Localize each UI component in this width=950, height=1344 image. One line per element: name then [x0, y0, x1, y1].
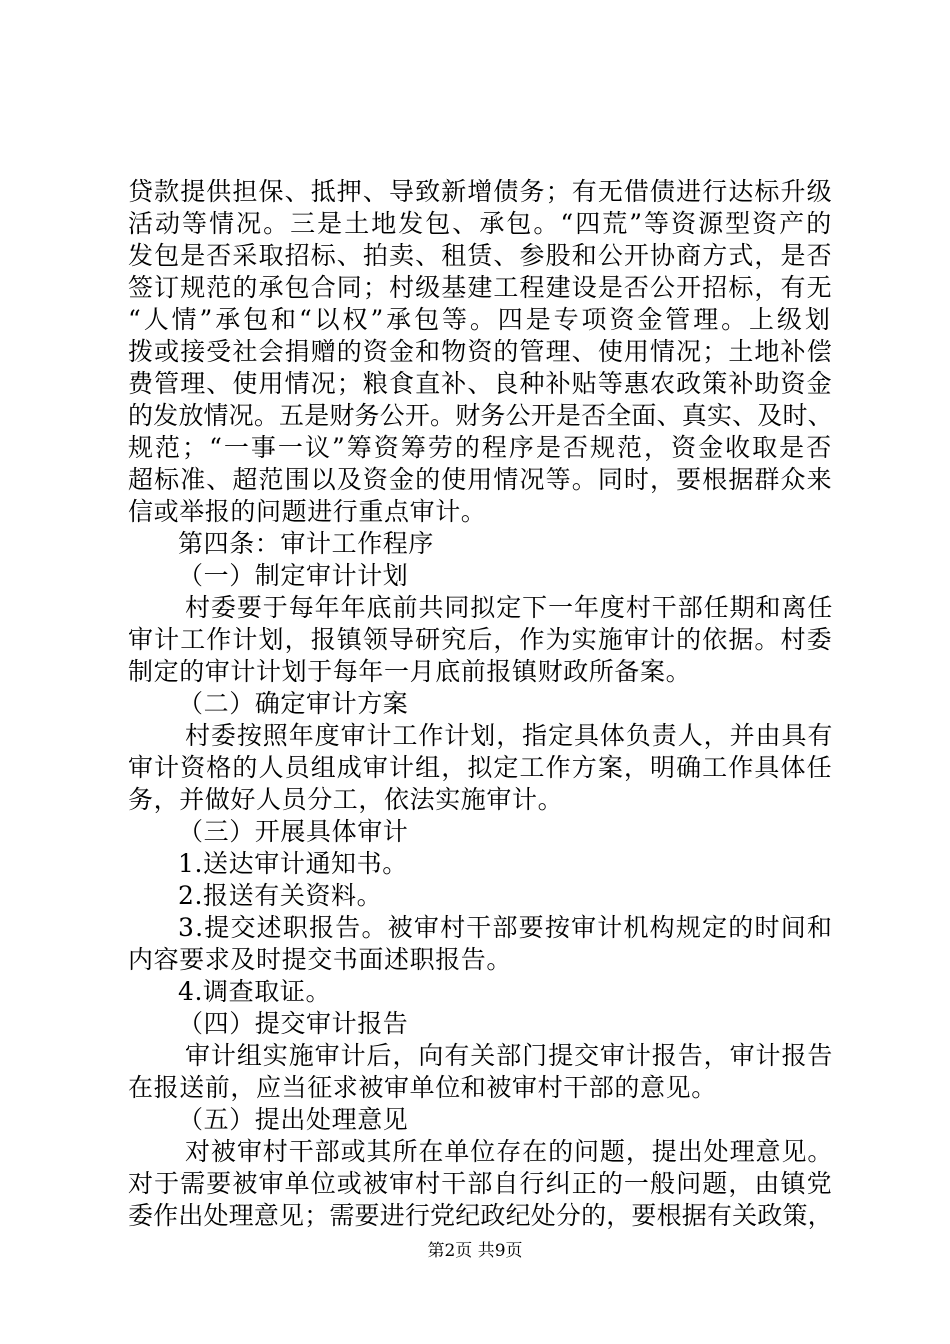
page-footer: 第2页 共9页	[427, 1241, 523, 1261]
text-line: 审计组实施审计后，向有关部门提交审计报告，审计报告	[185, 1041, 834, 1070]
text-line: 村委按照年度审计工作计划，指定具体负责人，并由具有	[185, 721, 834, 750]
text-line: 审计资格的人员组成审计组，拟定工作方案，明确工作具体任	[128, 753, 833, 782]
text-line: 超标准、超范围以及资金的使用情况等。同时，要根据群众来	[128, 465, 833, 494]
text-line: 信或举报的问题进行重点审计。	[128, 497, 487, 526]
text-line: 村委要于每年年底前共同拟定下一年度村干部任期和离任	[185, 593, 834, 622]
text-line: 发包是否采取招标、拍卖、租赁、参股和公开协商方式，是否	[128, 241, 833, 270]
text-line: 活动等情况。三是土地发包、承包。“四荒”等资源型资产的	[128, 209, 834, 238]
text-line: （四）提交审计报告	[178, 1009, 409, 1038]
text-line: 第四条：审计工作程序	[178, 529, 435, 558]
text-line: 1.送达审计通知书。	[178, 849, 408, 878]
text-line: 对被审村干部或其所在单位存在的问题，提出处理意见。	[185, 1137, 834, 1166]
text-line: 委作出处理意见；需要进行党纪政纪处分的，要根据有关政策，	[128, 1201, 833, 1230]
text-line: 内容要求及时提交书面述职报告。	[128, 945, 513, 974]
text-line: 对于需要被审单位或被审村干部自行纠正的一般问题，由镇党	[128, 1169, 833, 1198]
text-line: 2.报送有关资料。	[178, 881, 383, 910]
text-line: 务，并做好人员分工，依法实施审计。	[128, 785, 564, 814]
text-line: 费管理、使用情况；粮食直补、良种补贴等惠农政策补助资金	[128, 369, 833, 398]
text-line: 4.调查取证。	[178, 977, 332, 1006]
text-line: 拨或接受社会捐赠的资金和物资的管理、使用情况；土地补偿	[128, 337, 833, 366]
text-line: 的发放情况。五是财务公开。财务公开是否全面、真实、及时、	[128, 401, 833, 430]
text-line: 贷款提供担保、抵押、导致新增债务；有无借债进行达标升级	[128, 177, 833, 206]
text-line: 规范；“一事一议”筹资筹劳的程序是否规范，资金收取是否	[128, 433, 834, 462]
text-line: 在报送前，应当征求被审单位和被审村干部的意见。	[128, 1073, 717, 1102]
text-line: （三）开展具体审计	[178, 817, 409, 846]
text-line: “人情”承包和“以权”承包等。四是专项资金管理。上级划	[128, 305, 833, 334]
text-line: 签订规范的承包合同；村级基建工程建设是否公开招标，有无	[128, 273, 833, 302]
text-line: （五）提出处理意见	[178, 1105, 409, 1134]
text-line: 审计工作计划，报镇领导研究后，作为实施审计的依据。村委	[128, 625, 833, 654]
text-line: （二）确定审计方案	[178, 689, 409, 718]
text-line: 制定的审计计划于每年一月底前报镇财政所备案。	[128, 657, 692, 686]
text-line: （一）制定审计计划	[178, 561, 409, 590]
text-line: 3.提交述职报告。被审村干部要按审计机构规定的时间和	[178, 913, 834, 942]
